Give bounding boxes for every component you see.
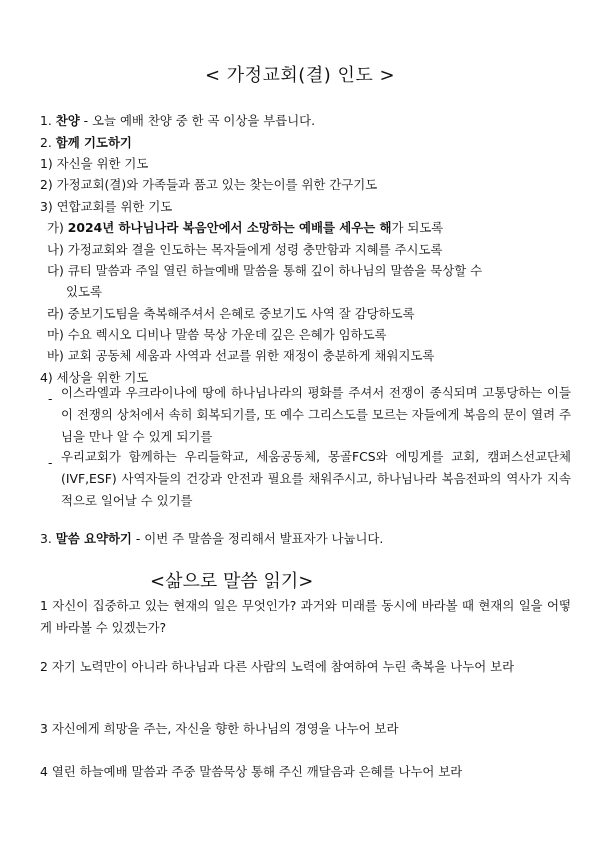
subitem-ga-rest: 가 되도록 (391, 220, 444, 235)
prayer-item-3: 3) 연합교회를 위한 기도 (40, 199, 173, 214)
section-2-title: 함께 기도하기 (55, 135, 132, 150)
question-4: 4 열린 하늘예배 말씀과 주중 말씀묵상 통해 주신 깨달음과 은혜를 나누어 보라 (40, 764, 463, 779)
section-3-heading: 말씀 요약하기 (55, 531, 132, 546)
question-1: 1 자신이 집중하고 있는 현재의 일은 무엇인가? 과거와 미래를 동시에 바라볼 때 현재의 일을 어떻게 바라볼 수 있겠는가? (40, 598, 571, 635)
section-3-number: 3. (40, 531, 56, 546)
section-3-text: - 이번 주 말씀을 정리해서 발표자가 나눕니다. (131, 531, 384, 546)
bullet-dash-2: - (48, 455, 53, 470)
subitem-ga-prefix: 가) (47, 220, 68, 235)
section-2-number: 2. (40, 135, 56, 150)
page-title: < 가정교회(결) 인도 > (204, 65, 396, 86)
prayer-item-1: 1) 자신을 위한 기도 (40, 156, 149, 171)
prayer-subitem-ga (47, 220, 443, 235)
prayer-item-4: 4) 세상을 위한 기도 (40, 370, 149, 385)
prayer-subitem-da-line1: 다) 큐티 말씀과 주일 열린 하늘예배 말씀을 통해 깊이 하나님의 말씀을 묵상할 수 (47, 263, 483, 278)
bullet-dash-1: - (48, 391, 53, 406)
prayer-subitem-ma: 마) 수요 렉시오 디비나 말씀 묵상 가운데 깊은 은혜가 임하도록 (47, 327, 387, 342)
prayer-subitem-na: 나) 가정교회와 결을 인도하는 목자들에게 성령 충만함과 지혜를 주시도록 (47, 242, 443, 257)
prayer-subitem-ba: 바) 교회 공동체 세움과 사역과 선교를 위한 재정이 충분하게 채워지도록 (47, 348, 435, 363)
question-2: 2 자기 노력만이 아니라 하나님과 다른 사람의 노력에 참여하여 누린 축복을 나누어 보라 (40, 659, 515, 674)
prayer-item-2: 2) 가정교회(결)와 가족들과 품고 있는 찾는이를 위한 간구기도 (40, 177, 378, 192)
section-3-summary (40, 531, 383, 546)
section-1-number: 1. (40, 113, 56, 128)
section-1-text: - 오늘 예배 찬양 중 한 곡 이상을 부릅니다. (79, 113, 316, 128)
prayer-subitem-ra: 라) 중보기도팀을 축복해주셔서 은혜로 중보기도 사역 잘 감당하도록 (47, 306, 415, 321)
world-prayer-bullet-2: 우리교회가 함께하는 우리들학교, 세움공동체, 몽골FCS와 에밍게를 교회, 캠퍼스선교단체(IVF,ESF) 사역자들의 건강과 안전과 필요를 채워주시고, 하나님나라 복음전파의 역사가 지속적으로 일어날 수 있기를 (61, 449, 571, 508)
section-title-life-reading: <삶으로 말씀 읽기> (150, 571, 314, 592)
question-3: 3 자신에게 희망을 주는, 자신을 향한 하나님의 경영을 나누어 보라 (40, 721, 399, 736)
section-1-praise (40, 113, 315, 128)
section-1-heading: 찬양 (55, 113, 80, 128)
world-prayer-bullet-1: 이스라엘과 우크라이나에 땅에 하나님나라의 평화를 주셔서 전쟁이 종식되며 고통당하는 이들이 전쟁의 상처에서 속히 회복되기를, 또 예수 그리스도를 모르는 자들에게 복음의 문이 열려 주님을 만나 알 수 있게 되기를 (61, 385, 571, 444)
section-2-heading (40, 135, 132, 150)
subitem-ga-bold: 2024년 하나님나라 복음안에서 소망하는 예배를 세우는 해 (67, 220, 392, 235)
prayer-subitem-da-line2: 있도록 (66, 284, 102, 299)
